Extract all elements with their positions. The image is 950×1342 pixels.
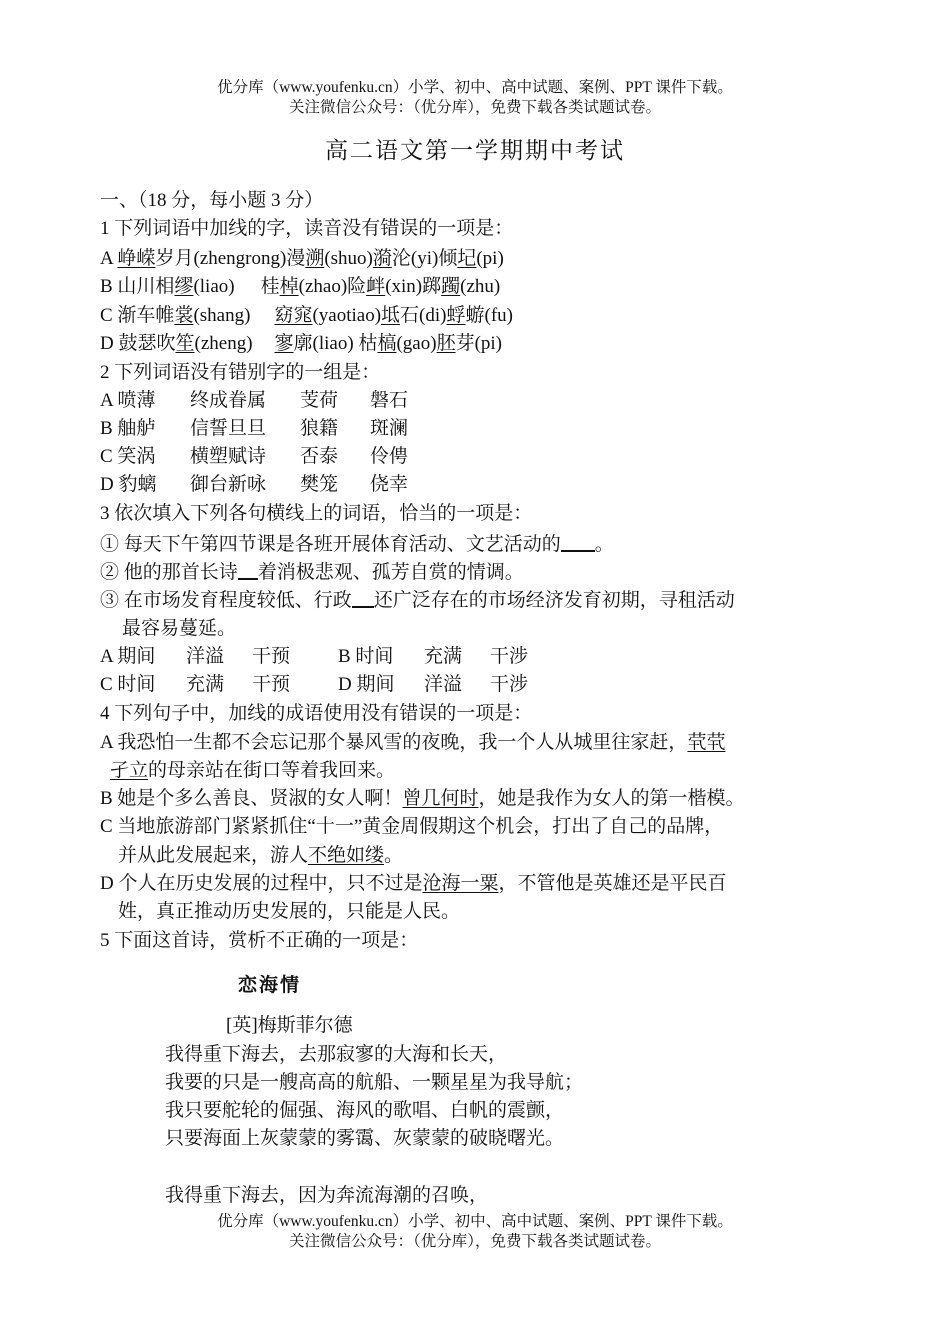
q1-option-d: D 鼓瑟吹笙(zheng) 寥廓(liao) 枯槁(gao)胚芽(pi) (100, 333, 503, 354)
q2-option-c: C 笑涡 横塑赋诗 否泰 伶俜 (100, 446, 409, 467)
header-line-1: 优分库（www.youfenku.cn）小学、初中、高中试题、案例、PPT 课件下载。 (217, 79, 733, 96)
q3-options-ab: A 期间 洋溢 干预 B 时间 充满 干涉 (100, 646, 529, 667)
q4-option-c: C 当地旅游部门紧紧抓住“十一”黄金周假期这个机会，打出了自己的品牌， (100, 816, 724, 837)
q1-option-c: C 渐车帷裳(shang) 窈窕(yaotiao)坻石(di)蜉蝣(fu) (100, 305, 513, 326)
poem-line: 我只要舵轮的倔强、海风的歌唱、白帆的震颤， (165, 1100, 565, 1121)
q4-option-c-cont: 并从此发展起来，游人不绝如缕。 (118, 845, 404, 866)
q1-option-a: A 峥嵘岁月(zhengrong)漫溯(shuo)漪沦(yi)倾圮(pi) (100, 248, 504, 269)
section-heading: 一、（18 分，每小题 3 分） (100, 190, 324, 211)
q4-option-d-cont: 姓，真正推动历史发展的，只能是人民。 (118, 901, 461, 922)
q4-stem: 4 下列句子中，加线的成语使用没有错误的一项是： (100, 703, 533, 724)
q3-sentence-3: ③ 在市场发育程度较低、行政 还广泛存在的市场经济发育初期，寻租活动 (100, 586, 735, 615)
q3-sentence-3-cont: 最容易蔓延。 (122, 618, 237, 639)
q1-stem: 1 下列词语中加线的字，读音没有错误的一项是： (100, 218, 514, 239)
poem-title: 恋海情 (238, 974, 302, 996)
q4-option-b: B 她是个多么善良、贤淑的女人啊！曾几何时，她是我作为女人的第一楷模。 (100, 788, 745, 809)
q3-sentence-2: ② 他的那首长诗 着消极悲观、孤芳自赏的情调。 (100, 558, 524, 587)
q4-option-a: A 我恐怕一生都不会忘记那个暴风雪的夜晚，我一个人从城里往家赶，茕茕 (100, 732, 726, 753)
q2-option-d: D 豹螭 御台新咏 樊笼 侥幸 (100, 474, 409, 495)
footer-line-2: 关注微信公众号：（优分库），免费下载各类试题试卷。 (288, 1233, 661, 1250)
poem-line: 我要的只是一艘高高的航船、一颗星星为我导航； (165, 1072, 584, 1093)
q3-sentence-1: ① 每天下午第四节课是各班开展体育活动、文艺活动的 。 (100, 530, 614, 559)
poem-line: 我得重下海去，去那寂寥的大海和长天， (165, 1044, 508, 1065)
q4-option-a-cont: 孑立的母亲站在街口等着我回来。 (110, 760, 396, 781)
poem-author: [英]梅斯菲尔德 (226, 1015, 353, 1036)
q4-option-d: D 个人在历史发展的过程中，只不过是沧海一粟，不管他是英雄还是平民百 (100, 873, 727, 894)
q2-option-b: B 舳舻 信誓旦旦 狼籍 斑澜 (100, 418, 409, 439)
poem-line: 只要海面上灰蒙蒙的雾霭、灰蒙蒙的破晓曙光。 (165, 1128, 565, 1149)
q2-stem: 2 下列词语没有错别字的一组是： (100, 362, 381, 383)
q5-stem: 5 下面这首诗，赏析不正确的一项是： (100, 930, 419, 951)
q2-option-a: A 喷薄 终成眷属 芰荷 磐石 (100, 390, 409, 411)
q3-stem: 3 依次填入下列各句横线上的词语，恰当的一项是： (100, 503, 533, 524)
q1-option-b: B 山川相缪(liao) 桂棹(zhao)险衅(xin)踯躅(zhu) (100, 276, 501, 297)
q3-options-cd: C 时间 充满 干预 D 期间 洋溢 干涉 (100, 674, 529, 695)
footer-line-1: 优分库（www.youfenku.cn）小学、初中、高中试题、案例、PPT 课件下载。 (217, 1213, 733, 1230)
poem-line: 我得重下海去，因为奔流海潮的召唤， (165, 1185, 489, 1206)
page-title: 高二语文第一学期期中考试 (325, 138, 625, 163)
header-line-2: 关注微信公众号：（优分库），免费下载各类试题试卷。 (288, 99, 661, 116)
